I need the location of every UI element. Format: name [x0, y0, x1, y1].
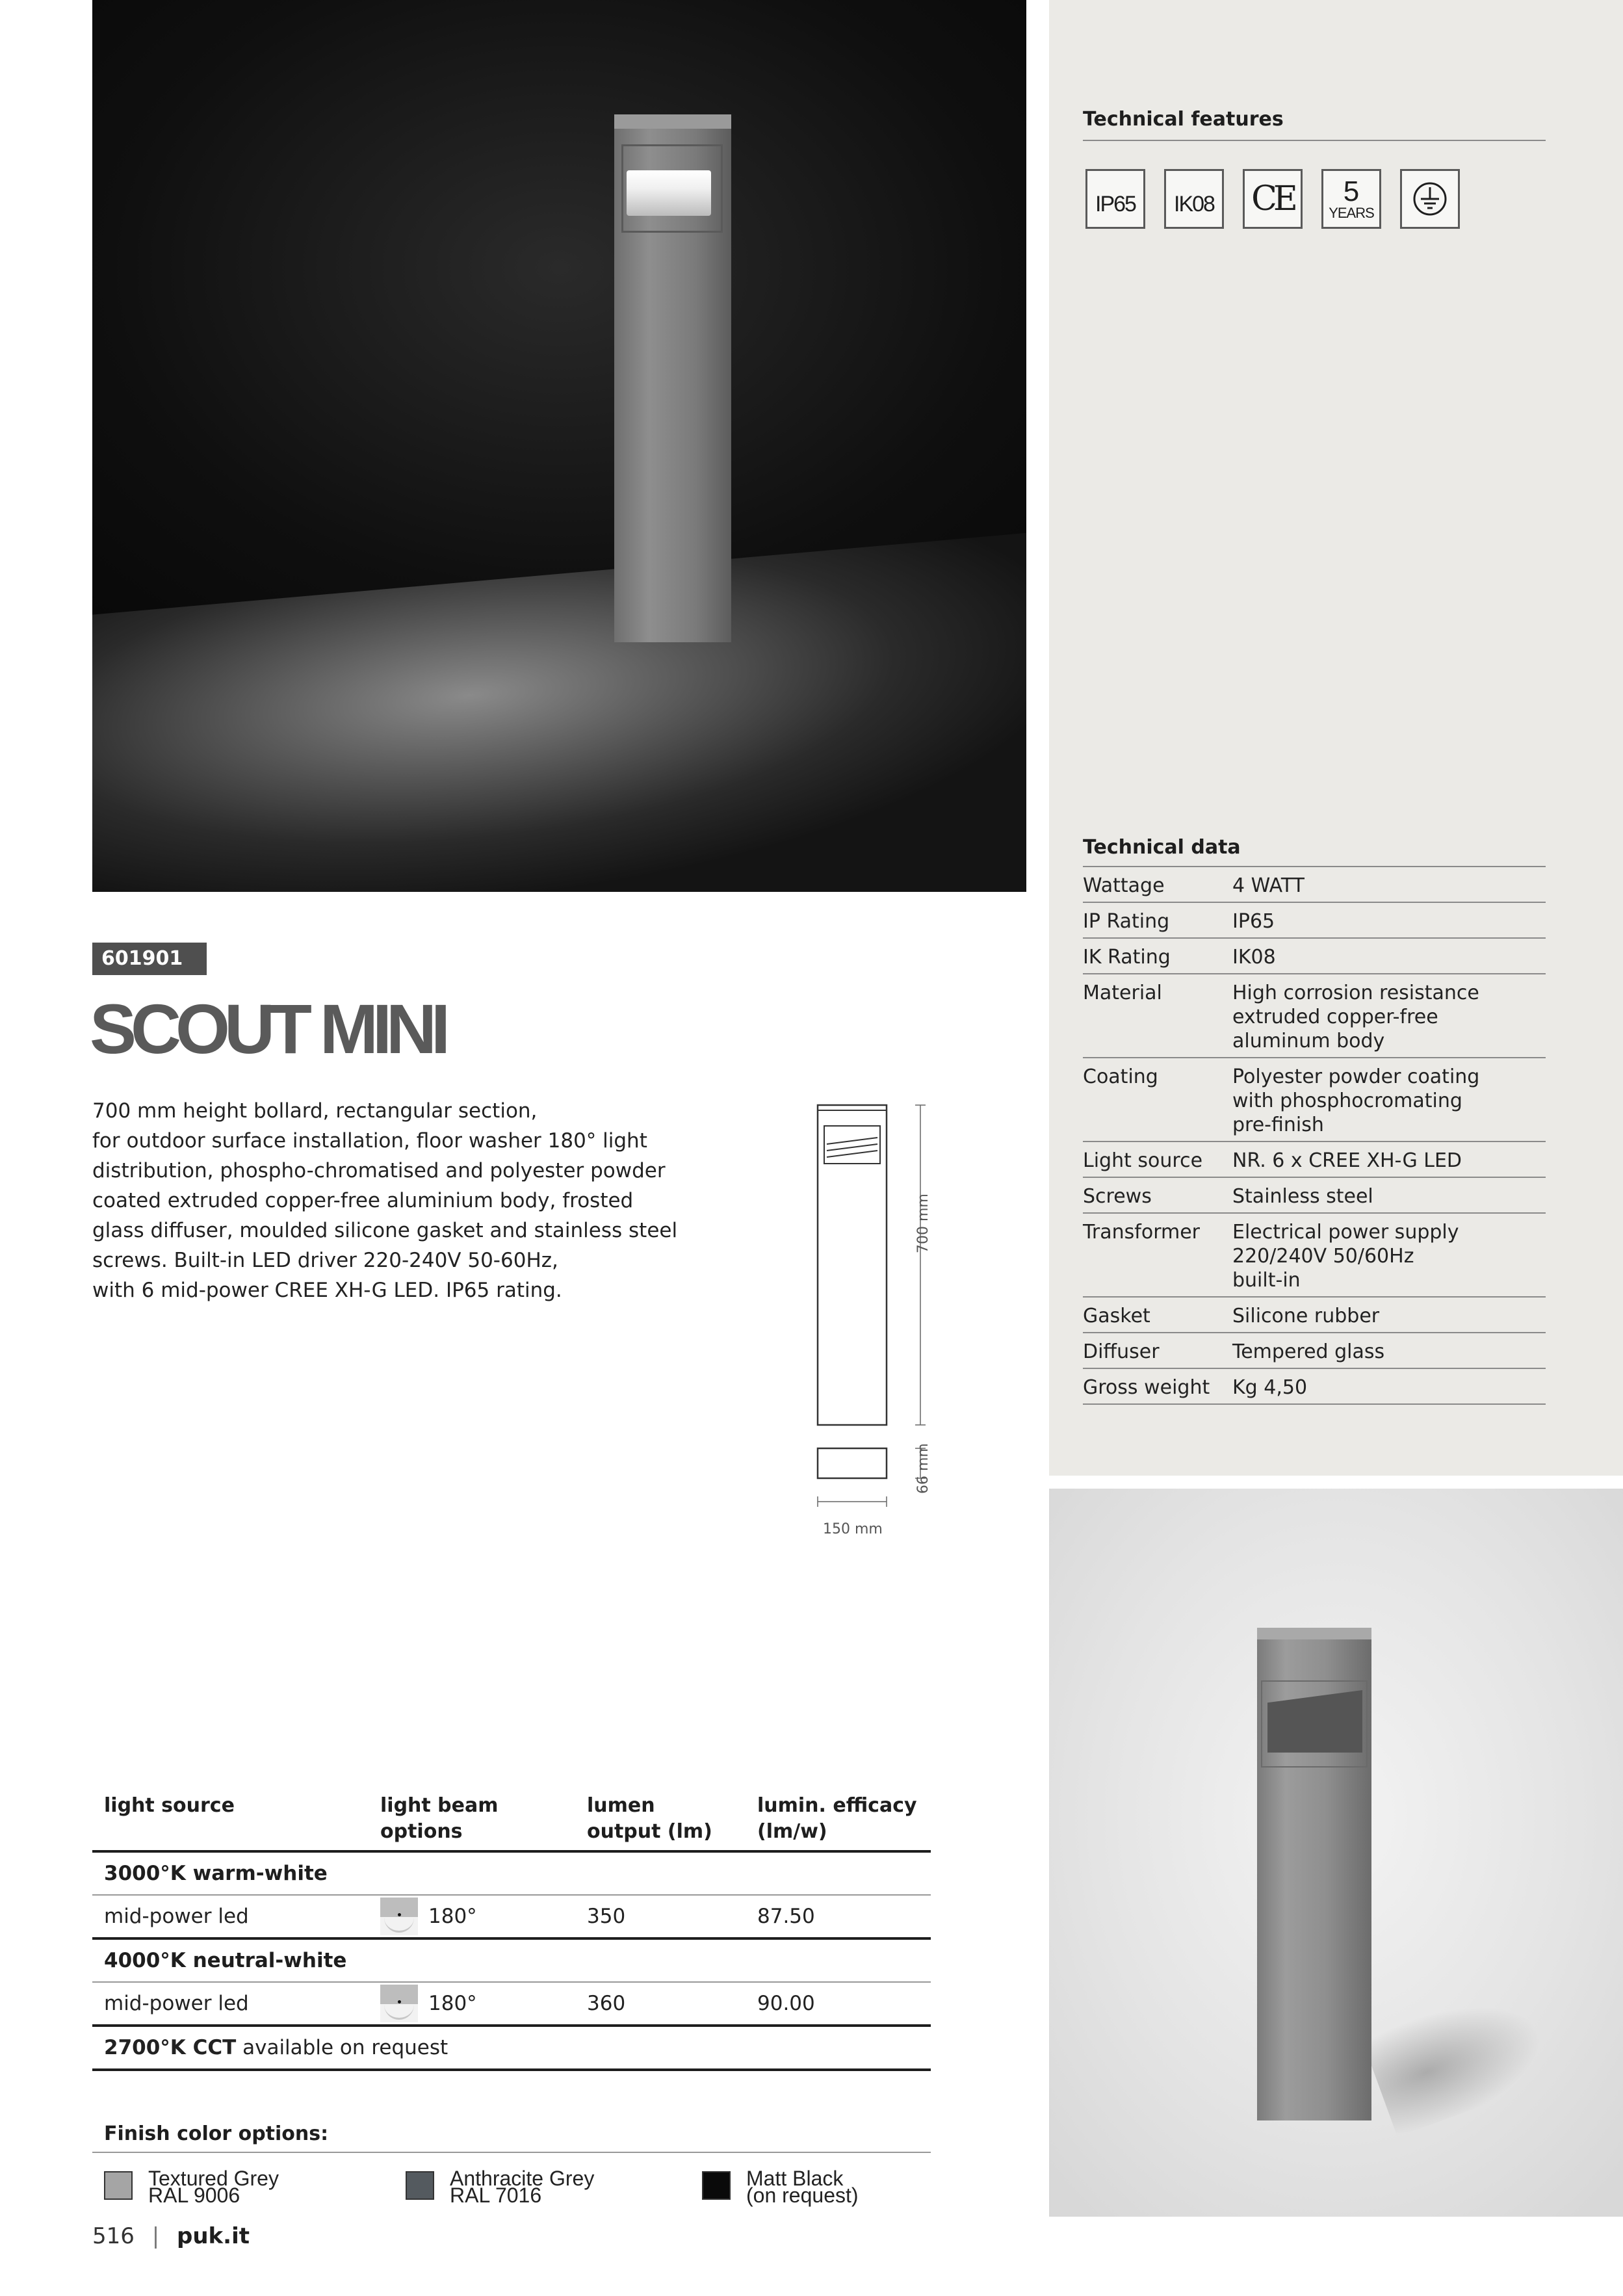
cell-efficacy: 87.50	[757, 1905, 815, 1928]
product-title: SCOUT MINI	[90, 989, 445, 1068]
footer-separator: |	[151, 2223, 160, 2249]
tech-value: Electrical power supply 220/240V 50/60Hz built-in	[1232, 1221, 1459, 1292]
earth-ground-icon	[1410, 179, 1449, 218]
ik08-badge-text: IK08	[1174, 191, 1214, 216]
product-studio-photo	[1049, 1489, 1623, 2217]
tech-value: Polyester powder coating with phosphocromating pre-finish	[1232, 1065, 1480, 1136]
cct-note-row	[92, 2027, 931, 2068]
page-number: 516	[92, 2223, 135, 2249]
earth-ground-badge	[1400, 169, 1460, 229]
ce-mark-icon: CE	[1251, 179, 1294, 218]
technical-data-table	[1083, 866, 1546, 1405]
tech-value: IK08	[1232, 946, 1276, 969]
bollard-cap	[614, 114, 731, 129]
warranty-5-years-badge	[1321, 169, 1381, 229]
tech-row-diffuser	[1083, 1333, 1546, 1369]
tech-key: Coating	[1083, 1065, 1158, 1088]
light-source-table	[92, 1793, 931, 2071]
lit-ground	[92, 524, 1026, 892]
base-height-dimension-label: 66 mm	[915, 1443, 931, 1494]
tech-key: Wattage	[1083, 874, 1165, 897]
tech-key: IP Rating	[1083, 910, 1170, 933]
dimension-drawing	[806, 1092, 975, 1547]
ce-mark-badge	[1243, 169, 1303, 229]
tech-key: Gross weight	[1083, 1376, 1210, 1399]
tech-value: Tempered glass	[1232, 1340, 1385, 1363]
label-anthracite-grey: Anthracite Grey RAL 7016	[450, 2167, 595, 2207]
cell-light-source: mid-power led	[104, 1992, 249, 2015]
cell-beam	[380, 1985, 587, 2022]
tech-row-transformer	[1083, 1214, 1546, 1298]
website-link[interactable]: puk.it	[177, 2223, 250, 2249]
tech-key: IK Rating	[1083, 946, 1171, 969]
tech-value: Stainless steel	[1232, 1185, 1373, 1208]
tech-value: NR. 6 x CREE XH-G LED	[1232, 1149, 1462, 1172]
product-description	[92, 1096, 742, 1305]
cct-note-text: available on request	[236, 2036, 448, 2059]
description-line: coated extruded copper-free aluminium body, frosted	[92, 1189, 634, 1212]
warranty-years-number: 5	[1343, 176, 1360, 207]
cell-lumen: 360	[587, 1992, 626, 2015]
group-row-neutral-white: 4000°K neutral-white	[104, 1949, 347, 1972]
description-line: glass diffuser, moulded silicone gasket and stainless steel	[92, 1219, 678, 1242]
cell-efficacy: 90.00	[757, 1992, 815, 2015]
product-shadow	[1340, 1894, 1623, 2137]
tech-row-ik-rating	[1083, 939, 1546, 974]
light-table-header	[92, 1793, 931, 1850]
label-textured-grey: Textured Grey RAL 9006	[148, 2167, 279, 2207]
page-footer	[92, 2223, 250, 2249]
bollard-light-window	[627, 170, 711, 216]
tech-key: Transformer	[1083, 1221, 1201, 1244]
beam-180-icon	[380, 1898, 418, 1935]
width-dimension-label: 150 mm	[823, 1521, 883, 1537]
hero-product-photo	[92, 0, 1026, 892]
ip65-badge	[1085, 169, 1145, 229]
tech-value: Silicone rubber	[1232, 1305, 1380, 1327]
table-row	[92, 1896, 931, 1937]
swatch-matt-black	[702, 2171, 731, 2200]
tech-value: Kg 4,50	[1232, 1376, 1308, 1399]
tech-key: Light source	[1083, 1149, 1203, 1172]
cct-note-bold: 2700°K CCT	[104, 2036, 237, 2059]
tech-row-light-source	[1083, 1142, 1546, 1178]
tech-row-screws	[1083, 1178, 1546, 1214]
description-line: with 6 mid-power CREE XH-G LED. IP65 rating.	[92, 1279, 562, 1302]
tech-value: IP65	[1232, 910, 1275, 933]
table-row	[92, 1983, 931, 2024]
beam-180-icon	[380, 1985, 418, 2022]
cell-light-source: mid-power led	[104, 1905, 249, 1928]
header-luminous-efficacy: lumin. efficacy (lm/w)	[757, 1794, 917, 1843]
table-rule	[92, 2068, 931, 2071]
technical-features-title: Technical features	[1083, 108, 1284, 131]
product-code-tag: 601901	[92, 943, 207, 975]
finish-rule	[92, 2152, 931, 2153]
tech-key: Material	[1083, 982, 1162, 1004]
tech-row-coating	[1083, 1058, 1546, 1142]
tech-key: Screws	[1083, 1185, 1152, 1208]
height-dimension-label: 700 mm	[915, 1194, 931, 1253]
tech-row-material	[1083, 974, 1546, 1058]
technical-data-title: Technical data	[1083, 836, 1241, 859]
tech-value: High corrosion resistance extruded copper-free aluminum body	[1232, 982, 1479, 1052]
group-row-warm-white: 3000°K warm-white	[104, 1862, 328, 1885]
tech-row-gasket	[1083, 1298, 1546, 1333]
tech-key: Diffuser	[1083, 1340, 1160, 1363]
swatch-textured-grey	[104, 2171, 133, 2200]
description-line: 700 mm height bollard, rectangular section,	[92, 1099, 538, 1123]
description-line: for outdoor surface installation, floor washer 180° light	[92, 1129, 647, 1153]
ik08-badge	[1164, 169, 1224, 229]
tech-row-ip-rating	[1083, 903, 1546, 939]
finish-title: Finish color options:	[104, 2122, 329, 2145]
header-light-beam-options: light beam options	[380, 1794, 499, 1843]
tech-key: Gasket	[1083, 1305, 1150, 1327]
swatch-anthracite-grey	[406, 2171, 434, 2200]
header-light-source: light source	[104, 1794, 235, 1817]
warranty-years-label: YEARS	[1329, 205, 1374, 221]
cell-lumen: 350	[587, 1905, 626, 1928]
ip65-badge-text: IP65	[1095, 191, 1136, 216]
description-line: screws. Built-in LED driver 220-240V 50-60Hz,	[92, 1249, 558, 1272]
tech-row-wattage	[1083, 867, 1546, 903]
bollard-cap	[1257, 1628, 1371, 1639]
technical-features-rule	[1083, 140, 1546, 141]
finish-options	[92, 2117, 931, 2153]
cell-beam-value: 180°	[428, 1905, 477, 1928]
cell-beam	[380, 1898, 587, 1935]
cell-beam-value: 180°	[428, 1992, 477, 2015]
description-line: distribution, phospho-chromatised and polyester powder	[92, 1159, 666, 1182]
header-lumen-output: lumen output (lm)	[587, 1794, 712, 1843]
label-matt-black: Matt Black (on request)	[746, 2167, 859, 2207]
tech-row-gross-weight	[1083, 1369, 1546, 1405]
tech-value: 4 WATT	[1232, 874, 1305, 897]
